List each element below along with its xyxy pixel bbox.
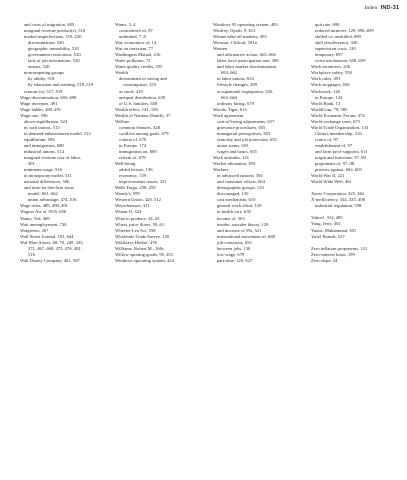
index-entry: Western Union, 420, 512: [115, 197, 161, 203]
index-entry: Windows 95 operating system, 483: [213, 22, 278, 27]
index-entry: by education and training, 518–519: [28, 82, 94, 88]
index-entry: discouraged, 130: [217, 191, 249, 197]
index-column-3: [213, 22, 311, 264]
index-entry: Windows operating system, 424: [115, 257, 175, 263]
index-entry: 693–662: [221, 70, 238, 76]
index-entry: World Economic Forum, 374: [311, 112, 365, 118]
index-entry: Wholesale Trade Survey, 120: [115, 233, 170, 239]
index-entry: critics of, 97: [315, 136, 339, 142]
index-entry: 491: [28, 161, 35, 167]
index-entry: Yahoo!, 312, 485: [311, 215, 343, 221]
index-entry: discrimination, 520: [28, 40, 64, 46]
index-entry: Weyerhaeuser, 311: [115, 203, 150, 209]
index-entry: quit rate, 698: [315, 22, 340, 27]
index-entry: government restrictions, 520: [28, 52, 81, 58]
index-entry: cast mechanism, 610: [217, 197, 256, 203]
index-entry: Yusef Brands, 547: [311, 233, 345, 239]
index-entry: Wage ladder, 490–491: [20, 106, 62, 112]
index-entry: and consumer efforts, 604: [217, 179, 265, 185]
index-entry: Wealth effect, 142, 190: [115, 106, 158, 112]
index-entry: wages and hours, 655: [217, 148, 257, 154]
index-entry: ordinary hiring, 679: [217, 100, 254, 106]
index-entry: part-time, 126, 627: [217, 257, 253, 263]
index-entry: criteria of, 679: [119, 136, 147, 142]
index-entry: Water pollution, 72: [115, 58, 151, 64]
index-entry: supervision costs, 129: [315, 46, 356, 52]
index-entry: Wall Street Journal, 181, 644: [20, 233, 74, 239]
index-entry: World Wide Web, 461: [311, 179, 352, 185]
index-entry: Wheeler-Lea Act, 558: [115, 227, 156, 233]
index-entry: and costs of migration, 685: [24, 22, 75, 27]
index-entry: Wants, 3–4: [115, 22, 136, 27]
index-entry: and increase of 59s, 521: [217, 227, 262, 233]
index-entry: labor force participation rate, 309: [217, 58, 279, 64]
index-entry: World exchange rates, 675: [311, 118, 360, 124]
index-entry: and farm price supports, 611: [315, 148, 368, 154]
index-entry: Wagner Act of 1935, 656: [20, 209, 67, 215]
index-entry: Winfrey, Oprah, 9, 613: [213, 28, 256, 34]
index-entry: improvements issues, 321: [119, 179, 167, 185]
index-entry: temporary, 697: [315, 52, 343, 58]
index-entry: China's membership, 316: [315, 130, 362, 136]
index-entry: 663–664: [221, 94, 238, 100]
index-entry: lack of job information, 520: [28, 58, 80, 64]
index-entry: above-equilibrium, 524: [24, 118, 68, 124]
index-entry: skilled vs. unskilled, 689: [315, 34, 361, 40]
index-entry: coincidence of, 87: [119, 28, 153, 34]
index-column-2: [115, 22, 213, 264]
index-entry: seniority and job protection, 655: [217, 136, 277, 142]
index-entry: market imperfections, 519–520: [24, 34, 82, 40]
index-entry: Work stoppages, 656: [311, 82, 350, 88]
index-entry: income of, 503: [217, 215, 245, 221]
index-entry: in advanced nations, 394: [217, 173, 263, 179]
index-entry: and time-for-the-firm issue: [24, 185, 74, 191]
index-entry: as stock, 419: [119, 88, 143, 94]
index-entry: Workers: [213, 167, 229, 173]
index-entry: conflicts among goals, 679: [119, 130, 169, 136]
index-entry: Wage rules, 489, 490–491: [20, 203, 68, 209]
index-entry: in demand-enhancement model, 512: [24, 130, 91, 136]
index-entry: consumption, 153: [123, 82, 156, 88]
index-entry: geographic immobility, 520: [28, 46, 79, 52]
index-entry: World Trade Organization, 133: [311, 124, 369, 130]
index-entry: international movement of, 688: [217, 233, 275, 239]
index-entry: minimum wage, 516: [24, 167, 62, 173]
index-entry: and affirmative action, 665–666: [217, 52, 276, 58]
index-entry: managerial prerogatives, 655: [217, 130, 271, 136]
index-entry: demographic groups, 133: [217, 185, 264, 191]
index-entry: by ability, 518: [28, 76, 55, 82]
index-entry: Washington Mutual, 216: [115, 52, 161, 58]
index-entry: common features, 428: [119, 124, 160, 130]
header-label: Index: [364, 5, 378, 11]
index-entry: equilibrium, 506: [24, 136, 55, 142]
index-entry: in labor unions, 654: [217, 76, 254, 82]
index-entry: grievance procedures, 655: [217, 124, 266, 130]
index-entry: Zero slope, 24: [311, 257, 338, 263]
index-entry: immigration on, 689: [119, 148, 157, 154]
index-entry: determinant of saving and: [119, 76, 167, 82]
index-entry: Yang, Jerry, 461: [311, 221, 341, 227]
index-entry: Work attitudes, 141: [213, 155, 249, 161]
index-entry: model, 661–662: [28, 191, 58, 197]
index-entry: lifestyle changes, 309: [217, 82, 257, 88]
index-entry: industrial regulation, 598: [315, 203, 362, 209]
index-entry: Wealth of Nations (Smith), 37: [115, 112, 171, 118]
index-entry: 371, 467–468, 475–476, 481,: [28, 245, 82, 251]
index-entry: Wheat, price floors, 59–61: [115, 221, 165, 227]
index-entry: in monopsony model, 511: [24, 173, 72, 179]
index-entry: 516: [28, 251, 35, 257]
index-entry: War, economics of, 14: [115, 40, 157, 46]
index-entry: Williams, Robert M., 160s: [115, 245, 164, 251]
index-entry: Zero-interest loans, 199: [311, 251, 355, 257]
index-entry: cost-of-living adjustments, 657: [217, 118, 275, 124]
index-entry: Winner-take-all markets, 493: [213, 34, 267, 40]
index-entry: World Bank, 13: [311, 100, 341, 106]
index-entry: union advantage, 474–516: [28, 197, 77, 203]
index-entry: Wikileave Hadise, 476: [115, 239, 157, 245]
index-entry: marginal revenue cost of labor,: [24, 155, 82, 161]
index-entry: Worker alienation, 393: [213, 161, 256, 167]
index-entry: of U.S. families, 658: [119, 100, 158, 106]
index-entry: between jobs, 130: [217, 245, 251, 251]
index-entry: Wage increases, 491: [20, 100, 58, 106]
index-entry: Willow-spotting goods, 95, 451: [115, 251, 174, 257]
index-entry: Wells Fargo, 258, 259: [115, 185, 156, 191]
index-entry: voice mechanism, 658–659: [315, 58, 366, 64]
index-entry: occupational segregation, 520,: [217, 88, 274, 94]
index-entry: Work rules, 491: [311, 76, 341, 82]
index-entry: national differences, 506: [24, 179, 70, 185]
index-column-4: [311, 22, 407, 264]
index-entry: economic, 139: [119, 173, 147, 179]
index-entry: Wealth: [115, 70, 128, 76]
index-entry: Winston, Clifford, 181n: [213, 40, 257, 46]
index-entry: Wage discrimination, 693–698: [20, 94, 77, 100]
index-entry: Wham-O, 424: [115, 209, 142, 215]
index-entry: Zero inflation proponents, 141: [311, 245, 368, 251]
index-entry: protests against, 602–603: [315, 167, 362, 173]
index-entry: and labor market discrimination,: [217, 64, 277, 70]
index-entry: Wait unemployment, 730: [20, 221, 67, 227]
index-entry: skill obsolescence, 330: [315, 40, 358, 46]
index-entry: Walgreens, 267: [20, 227, 49, 233]
index-entry: reduced turnover, 129, 696–699: [315, 28, 374, 34]
index-entry: Woods, Tiger, 613: [213, 106, 247, 112]
index-entry: Work agreement: [213, 112, 244, 118]
index-entry: union status, 655: [217, 142, 249, 148]
index-entry: unlimited, 7–8: [119, 34, 146, 40]
index-entry: establishment of, 97: [315, 142, 353, 148]
index-entry: and immigration, 688: [24, 142, 64, 148]
running-header: [364, 5, 399, 11]
index-column-1: [20, 22, 118, 264]
index-entry: Water quality credits, 555: [115, 64, 163, 70]
index-entry: Walt Disney Company, 461, 587: [20, 257, 80, 263]
index-entry: Workweek, 126: [311, 88, 340, 94]
index-entry: War on terrorism, 77: [115, 46, 154, 52]
index-entry: reform of, 679: [119, 155, 146, 161]
index-entry: added leisure, 136: [119, 167, 153, 173]
index-entry: WorldCom, 79, 585: [311, 106, 348, 112]
index-entry: X-inefficiency, 334–335, 498: [311, 197, 365, 203]
index-entry: Well-being: [115, 161, 136, 167]
index-entry: in craft unions, 513: [24, 124, 60, 130]
index-entry: Workplace safety, 559: [311, 70, 352, 76]
index-entry: noncompeting groups: [24, 70, 64, 76]
page-number: IND-31: [380, 5, 399, 11]
index-entry: unions, 520: [28, 64, 50, 70]
index-entry: unequal distribution, 639: [119, 94, 166, 100]
index-entry: Welfare: [115, 118, 130, 124]
index-entry: Wendy's, 599: [115, 191, 140, 197]
index-entry: proponents of, 97–98: [315, 161, 355, 167]
index-entry: general work effort, 129: [217, 203, 262, 209]
index-entry: Yunus, Muhammad, 301: [311, 227, 357, 233]
index-entry: reasons for, 517–519: [24, 88, 63, 94]
index-entry: Xerox Corporation, 425, 462: [311, 191, 365, 197]
index-entry: origin and functions, 97–98: [315, 155, 366, 161]
index-entry: insider–outsider theory, 129: [217, 221, 269, 227]
index-entry: marginal revenue product(s), 518: [24, 28, 86, 34]
index-entry: industrial unions, 514: [24, 148, 64, 154]
index-entry: Work incentives, 256: [311, 64, 351, 70]
index-entry: Wants, Ted, 469: [20, 215, 50, 221]
index-entry: Wal-Mart Stores, 68, 70, 249, 345,: [20, 239, 84, 245]
index-entry: in health care, 635: [217, 209, 251, 215]
index-entry: Women: [213, 46, 228, 52]
index-entry: Wage rate, 596: [20, 112, 48, 118]
index-entry: job-conscious, 653: [217, 239, 252, 245]
index-entry: World War II, 221: [311, 173, 345, 179]
index-entry: in Europe, 134: [315, 94, 343, 100]
index-entry: low-wage, 679: [217, 251, 245, 257]
index-entry: What to produce, 34–35: [115, 215, 160, 221]
index-entry: in Europe, 174: [119, 142, 147, 148]
